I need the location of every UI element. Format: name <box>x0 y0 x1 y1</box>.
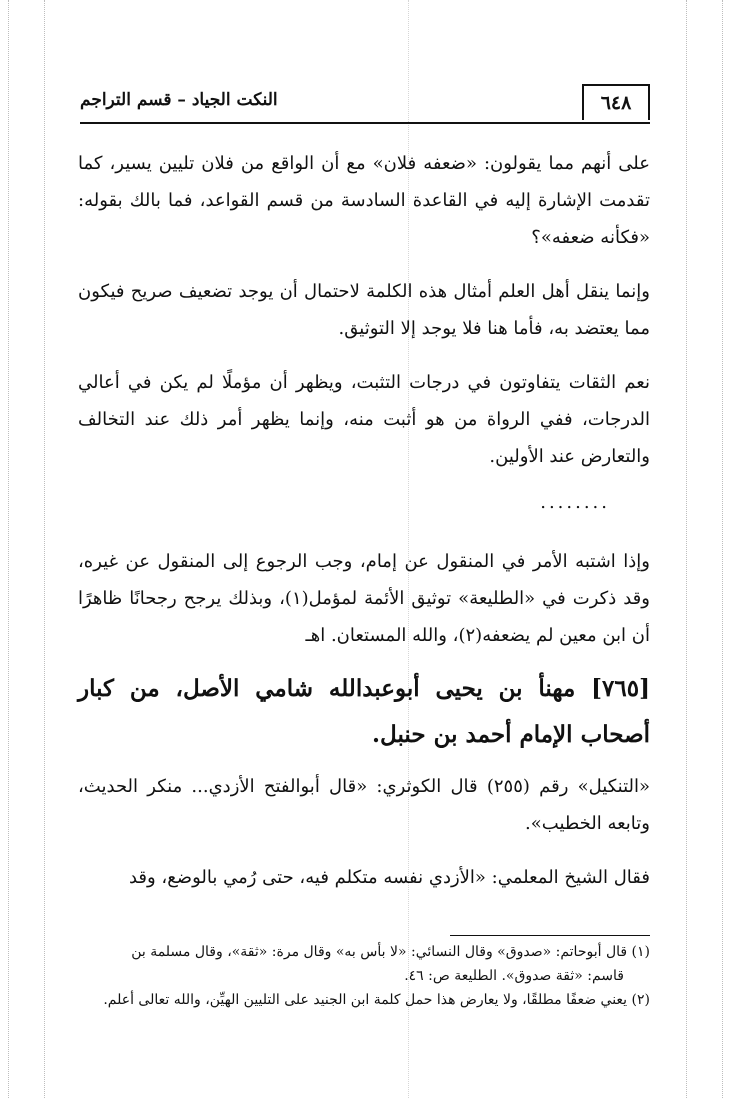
entry-title: مهنأ بن يحيى أبوعبدالله شامي الأصل، من كبار أصحاب الإمام أحمد بن حنبل. <box>78 675 650 748</box>
page-number: ٦٤٨ <box>582 84 650 120</box>
paragraph: «التنكيل» رقم (٢٥٥) قال الكوثري: «قال أبوالفتح الأزدي... منكر الحديث، وتابعه الخطيب». <box>78 776 650 834</box>
page-header <box>80 84 650 124</box>
paragraph: وإذا اشتبه الأمر في المنقول عن إمام، وجب الرجوع إلى المنقول عن غيره، وقد ذكرت في «الطليعة» توثيق الأئمة لمؤمل(١)، وبذلك يرجح رجحانًا ظاهرًا أن ابن معين لم يضعفه(٢)، والله المستعان. اهـ <box>78 551 650 646</box>
scan-edge-mark <box>722 0 723 1098</box>
paragraph: نعم الثقات يتفاوتون في درجات التثبت، ويظهر أن مؤملًا لم يكن في أعالي الدرجات، ففي الرواة من هو أثبت منه، وإنما يظهر أمر ذلك عند التخالف والتعارض عند الأولين. <box>78 372 650 467</box>
paragraph: فقال الشيخ المعلمي: «الأزدي نفسه متكلم فيه، حتى رُمي بالوضع، وقد <box>128 867 650 888</box>
paragraph: وإنما ينقل أهل العلم أمثال هذه الكلمة لاحتمال أن يوجد تضعيف صريح فيكون مما يعتضد به، فأما هنا فلا يوجد إلا التوثيق. <box>78 281 650 339</box>
ellipsis-separator: ........ <box>540 492 610 513</box>
scan-edge-mark <box>686 0 687 1098</box>
scan-edge-mark <box>44 0 45 1098</box>
footnote-2: (٢) يعني ضعفًا مطلقًا، ولا يعارض هذا حمل كلمة ابن الجنيد على التليين الهيِّن، والله تعالى أعلم. <box>103 992 650 1008</box>
footnote-1-continuation: قاسم: «ثقة صدوق». الطليعة ص: ٤٦. <box>404 968 624 984</box>
entry-number: [٧٦٥] <box>591 675 650 702</box>
paragraph: على أنهم مما يقولون: «ضعفه فلان» مع أن الواقع من فلان تليين يسير، كما تقدمت الإشارة إليه في القاعدة السادسة من قسم القواعد، فما بالك بقوله: «فكأنه ضعفه»؟ <box>78 153 650 248</box>
footnotes <box>78 940 650 1012</box>
entry-heading <box>78 666 650 758</box>
page-body <box>78 145 650 913</box>
running-title: النكت الجياد – قسم التراجم <box>80 90 278 110</box>
scan-edge-mark <box>8 0 9 1098</box>
footnote-divider <box>450 935 650 936</box>
footnote-1: (١) قال أبوحاتم: «صدوق» وقال النسائي: «لا بأس به» وقال مرة: «ثقة»، وقال مسلمة بن <box>131 944 650 960</box>
